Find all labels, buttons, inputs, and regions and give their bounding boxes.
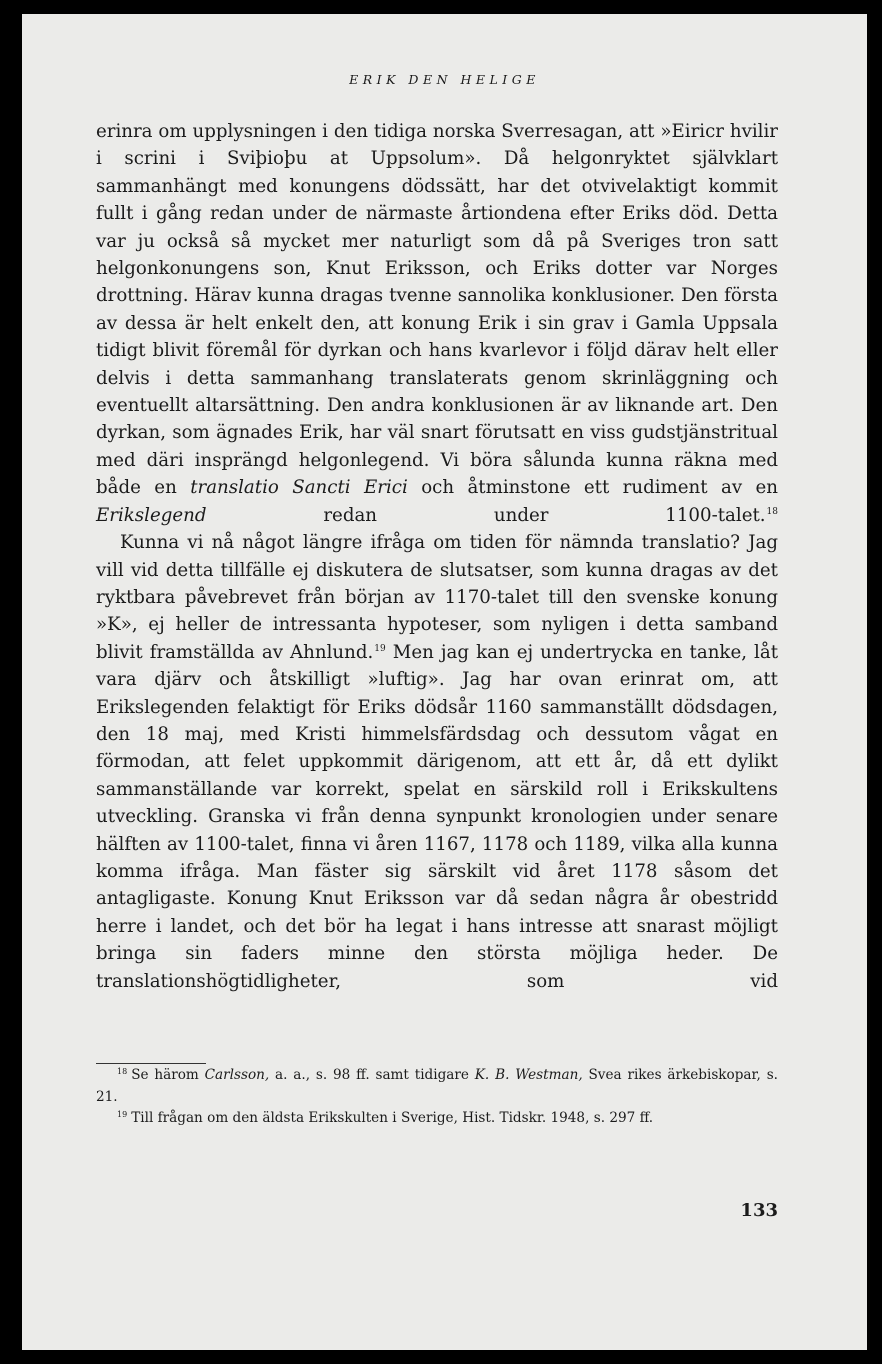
footnote-19	[96, 1108, 778, 1130]
footnote-reference-18: 18	[766, 506, 778, 517]
paragraph-2-text-2: Men jag kan ej undertrycka en tanke, låt vara djärv och åtskilligt »luftig». Jag har ovan erinrat om, att Erikslegenden felaktigt för Eriks dödsår 1160 sammanställt dödsdagen, den 18 maj, med Kristi himmelsfärdsdag och dessutom vågat en förmodan, att felet uppkommit därigenom, att ett år, då ett dylikt sammanställande var korrekt, spelat en särskild roll i Erikskultens utveckling. Granska vi från denna synpunkt kronologien under senare hälften av 1100-talet, finna vi åren 1167, 1178 och 1189, vilka alla kunna komma ifråga. Man fäster sig särskilt vid året 1178 såsom det antagligaste. Konung Knut Eriksson var då sedan några år obestridd herre i landet, och det bör ha legat i hans intresse att snarast möjligt bringa sin faders minne den största möjliga heder. De translationshögtidligheter, som vid	[96, 641, 779, 992]
footnote-author-2: K. B. Westman,	[474, 1067, 583, 1083]
footnote-number: 19	[117, 1110, 128, 1119]
footnote-number: 18	[117, 1067, 128, 1076]
footnote-text: Till frågan om den äldsta Erikskulten i Sverige, Hist. Tidskr. 1948, s. 297 ff.	[131, 1110, 654, 1126]
paragraph-1-text: erinra om upplysningen i den tidiga norska Sverresagan, att »Eiricr hvilir i scrini i Sviþioþu at Uppsolum». Då helgonryktet självklart sammanhängt med konungens dödssätt, har det otvivelaktigt kommit fullt i gång redan under de närmaste årtiondena efter Eriks död. Detta var ju också så mycket mer naturligt som då på Sveriges tron satt helgonkonungens son, Knut Eriksson, och Eriks dotter var Norges drottning. Härav kunna dragas tvenne sannolika konklusioner. Den första av dessa är helt enkelt den, att konung Erik i sin grav i Gamla Uppsala tidigt blivit föremål för dyrkan och hans kvarlevor i följd därav helt eller delvis i detta sammanhang translaterats genom skrinläggning och eventuellt altarsättning. Den andra konklusionen är av liknande art. Den dyrkan, som ägnades Erik, har väl snart förutsatt en viss gudstjänstritual med däri insprängd helgonlegend. Vi böra sålunda kunna räkna med både en	[96, 121, 778, 499]
footnote-reference-19: 19	[374, 643, 386, 654]
footnotes	[96, 1065, 778, 1130]
paragraph-1-text-3: redan under 1100-talet.	[206, 504, 766, 526]
footnote-text: Se härom	[131, 1067, 205, 1083]
footnote-18	[96, 1065, 778, 1108]
paragraph-1-text-2: och åtminstone ett rudiment av en	[407, 477, 778, 499]
running-head: ERIK DEN HELIGE	[349, 72, 540, 87]
paragraph-1	[96, 118, 778, 529]
paragraph-1-emphasis-2: Erikslegend	[96, 504, 207, 526]
footnote-text-3: Svea rikes ärkebiskopar, s. 21.	[96, 1067, 778, 1105]
footnote-text-2: a. a., s. 98 ff. samt tidigare	[269, 1067, 475, 1083]
paragraph-2	[96, 529, 778, 995]
page-number: 133	[740, 1200, 778, 1221]
footnote-author: Carlsson,	[204, 1067, 270, 1083]
footnote-rule	[96, 1063, 206, 1064]
body-text	[96, 118, 778, 995]
book-page	[22, 14, 867, 1350]
paragraph-2-text: Kunna vi nå något längre ifråga om tiden för nämnda translatio? Jag vill vid detta tillfälle ej diskutera de slutsatser, som kunna dragas av det ryktbara påvebrevet från början av 1170-talet till den svenske konung »K», ej heller de intressanta hypoteser, som nyligen i detta samband blivit framställda av Ahnlund.	[96, 532, 778, 663]
paragraph-1-emphasis-1: translatio Sancti Erici	[190, 477, 408, 499]
